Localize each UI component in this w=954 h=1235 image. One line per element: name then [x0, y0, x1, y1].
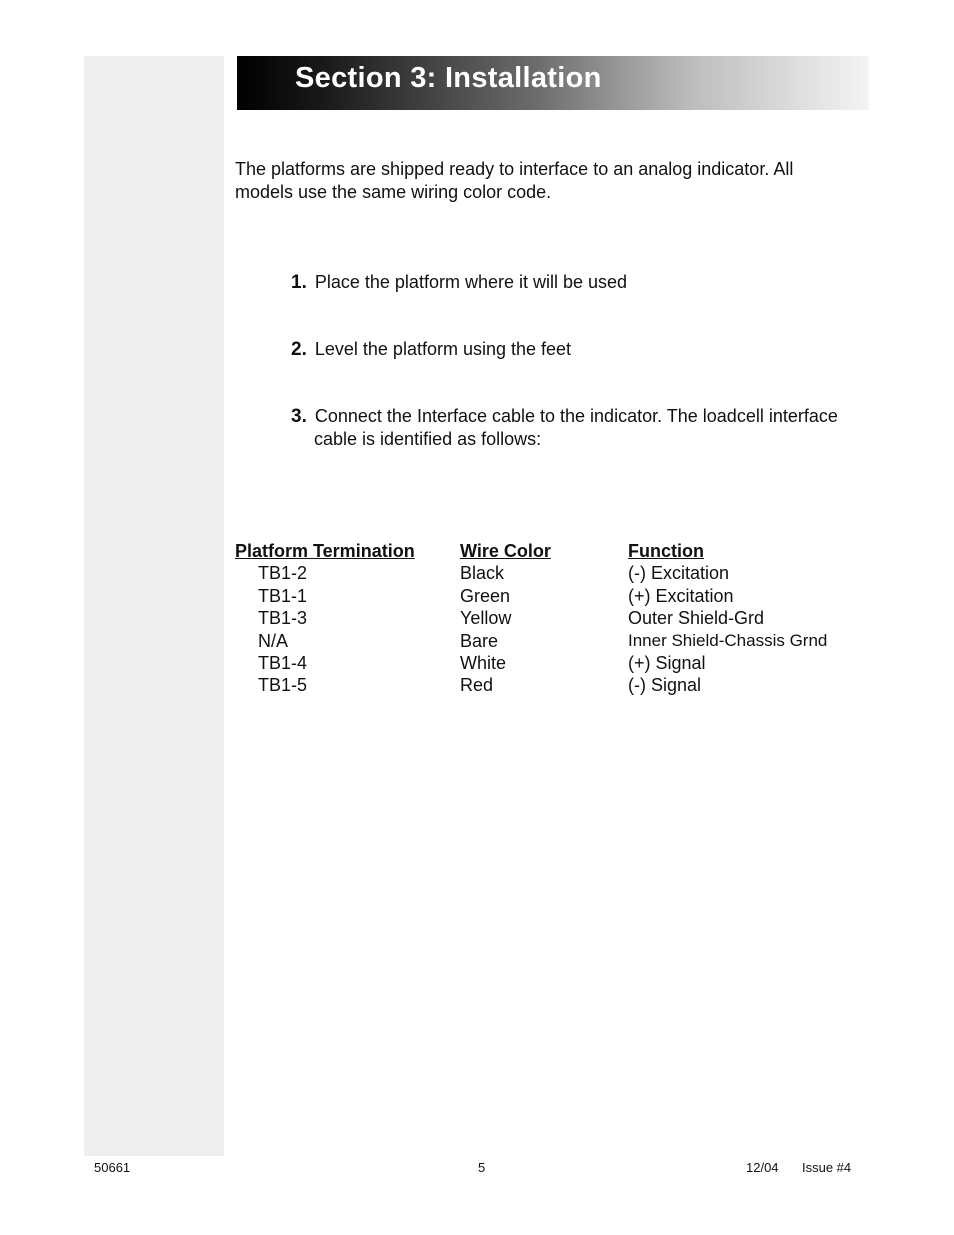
header-platform-termination: Platform Termination: [235, 541, 415, 561]
footer-issue: Issue #4: [802, 1160, 852, 1175]
wire-color-cell: Yellow: [460, 608, 512, 629]
step-3: [291, 405, 871, 451]
header-wire-color: Wire Color: [460, 541, 551, 561]
intro-paragraph: The platforms are shipped ready to interface to an analog indicator. All models use the same wiring color code.: [235, 159, 794, 202]
termination-cell: TB1-2: [258, 563, 308, 584]
function-cell: (+) Excitation: [628, 585, 734, 606]
termination-cell: TB1-4: [258, 652, 308, 673]
footer-page-number: 5: [478, 1160, 486, 1175]
step-number: 1.: [291, 272, 307, 293]
termination-cell: TB1-3: [258, 608, 308, 629]
step-text-continued: cable is identified as follows:: [314, 429, 542, 449]
table-row: [235, 585, 875, 607]
termination-cell: TB1-5: [258, 675, 308, 696]
table-row: [235, 607, 875, 629]
step-text: Connect the Interface cable to the indicator. The loadcell interface: [314, 406, 838, 426]
page-sidebar-band: [84, 56, 224, 1156]
termination-cell: TB1-1: [258, 585, 308, 606]
table-row: [235, 652, 875, 674]
step-1: [291, 271, 871, 294]
wiring-table-header: [235, 540, 875, 562]
wire-color-cell: Green: [460, 585, 511, 606]
footer-doc-number: 50661: [94, 1160, 131, 1175]
function-cell: Outer Shield-Grd: [628, 608, 765, 629]
function-cell: Inner Shield-Chassis Grnd: [628, 630, 828, 650]
step-2: [291, 338, 871, 361]
termination-cell: N/A: [258, 630, 289, 651]
step-number: 3.: [291, 406, 307, 427]
table-row: [235, 630, 875, 652]
table-row: [235, 674, 875, 696]
section-header-bar: [237, 56, 869, 110]
wire-color-cell: Red: [460, 675, 494, 696]
function-cell: (+) Signal: [628, 652, 706, 673]
section-title: Section 3: Installation: [295, 62, 602, 94]
function-cell: (-) Excitation: [628, 563, 730, 584]
step-text: Level the platform using the feet: [314, 339, 572, 359]
step-text: Place the platform where it will be used: [314, 272, 628, 292]
wiring-table: [235, 540, 875, 697]
wire-color-cell: White: [460, 652, 507, 673]
wire-color-cell: Black: [460, 563, 505, 584]
function-cell: (-) Signal: [628, 675, 702, 696]
step-number: 2.: [291, 339, 307, 360]
footer-date: 12/04: [746, 1160, 779, 1175]
table-row: [235, 562, 875, 584]
header-function: Function: [628, 541, 704, 561]
wire-color-cell: Bare: [460, 630, 499, 651]
